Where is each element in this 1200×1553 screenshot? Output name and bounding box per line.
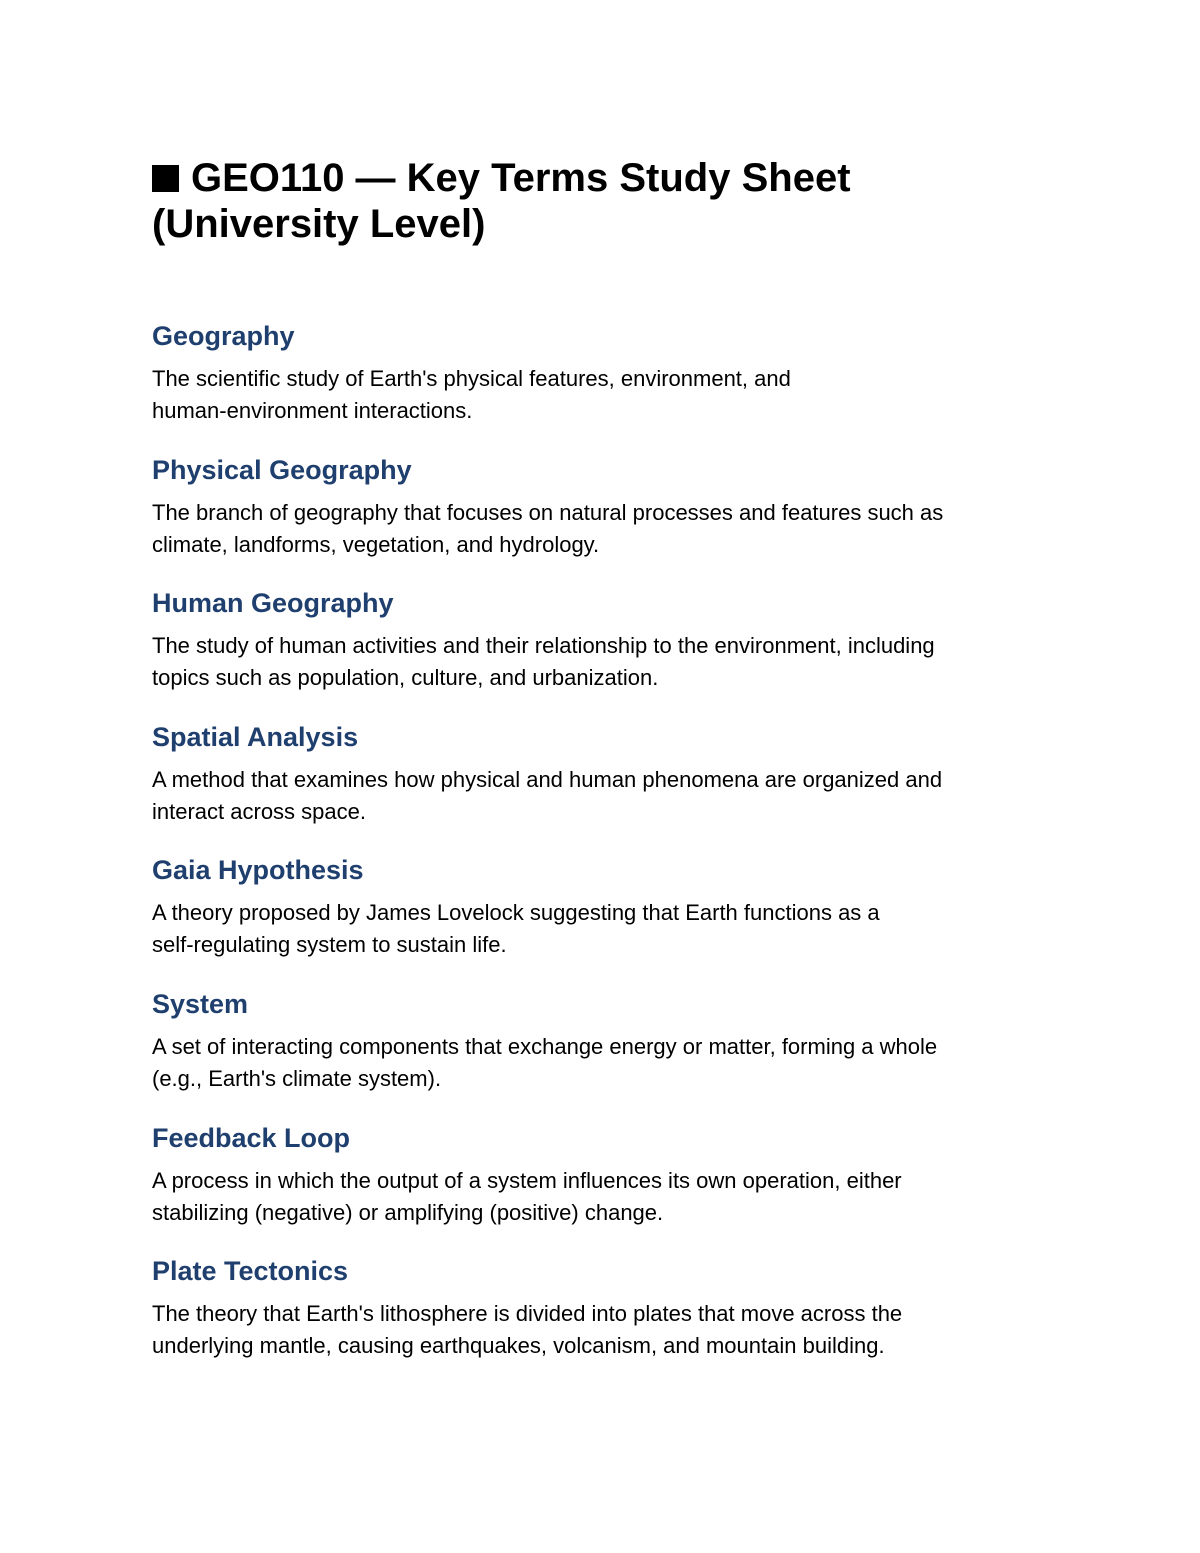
term-definition [152, 1165, 1022, 1229]
term-heading: System [152, 988, 249, 1019]
term-definition [152, 1031, 1022, 1095]
term-heading: Geography [152, 321, 295, 351]
terms-list [152, 319, 1052, 1388]
definition-line: The scientific study of Earth's physical features, environment, and [152, 366, 791, 391]
term-gaia-hypothesis [152, 853, 1052, 987]
definition-line: A set of interacting components that exchange energy or matter, forming a whole [152, 1033, 938, 1059]
definition-line: A theory proposed by James Lovelock suggesting that Earth functions as a [152, 900, 880, 926]
definition-line: human-environment interactions. [152, 398, 473, 423]
term-heading: Feedback Loop [152, 1122, 351, 1153]
definition-line: A process in which the output of a system influences its own operation, either [152, 1167, 902, 1193]
page-title [152, 155, 1052, 247]
term-heading: Physical Geography [152, 454, 412, 485]
definition-line: The branch of geography that focuses on natural processes and features such as [152, 499, 944, 525]
definition-line: (e.g., Earth's climate system). [152, 1065, 442, 1091]
term-definition [152, 764, 1022, 828]
term-geography [152, 319, 1052, 453]
term-heading: Plate Tectonics [152, 1256, 349, 1287]
term-heading: Human Geography [152, 588, 394, 619]
study-sheet-page [152, 155, 1052, 1388]
definition-line: underlying mantle, causing earthquakes, volcanism, and mountain building. [152, 1333, 885, 1359]
term-heading: Spatial Analysis [152, 721, 359, 752]
definition-line: interact across space. [152, 798, 366, 824]
definition-line: stabilizing (negative) or amplifying (positive) change. [152, 1199, 664, 1225]
term-definition [152, 897, 1022, 961]
definition-line: topics such as population, culture, and urbanization. [152, 665, 659, 691]
term-human-geography [152, 586, 1052, 720]
term-feedback-loop [152, 1121, 1052, 1255]
term-definition [152, 497, 1022, 561]
term-physical-geography [152, 453, 1052, 587]
definition-line: self-regulating system to sustain life. [152, 932, 507, 958]
term-definition [152, 363, 1022, 427]
square-bullet-icon [152, 165, 179, 192]
definition-line: climate, landforms, vegetation, and hydrology. [152, 531, 600, 557]
term-plate-tectonics [152, 1254, 1052, 1388]
definition-line: A method that examines how physical and human phenomena are organized and [152, 766, 943, 792]
term-heading: Gaia Hypothesis [152, 855, 364, 886]
term-definition [152, 630, 1022, 694]
definition-line: The study of human activities and their relationship to the environment, including [152, 633, 935, 659]
definition-line: The theory that Earth's lithosphere is divided into plates that move across the [152, 1301, 903, 1327]
title-line-2: (University Level) [152, 202, 486, 246]
term-spatial-analysis [152, 720, 1052, 854]
title-line-1: GEO110 — Key Terms Study Sheet [191, 156, 851, 200]
term-system [152, 987, 1052, 1121]
term-definition [152, 1298, 1022, 1362]
